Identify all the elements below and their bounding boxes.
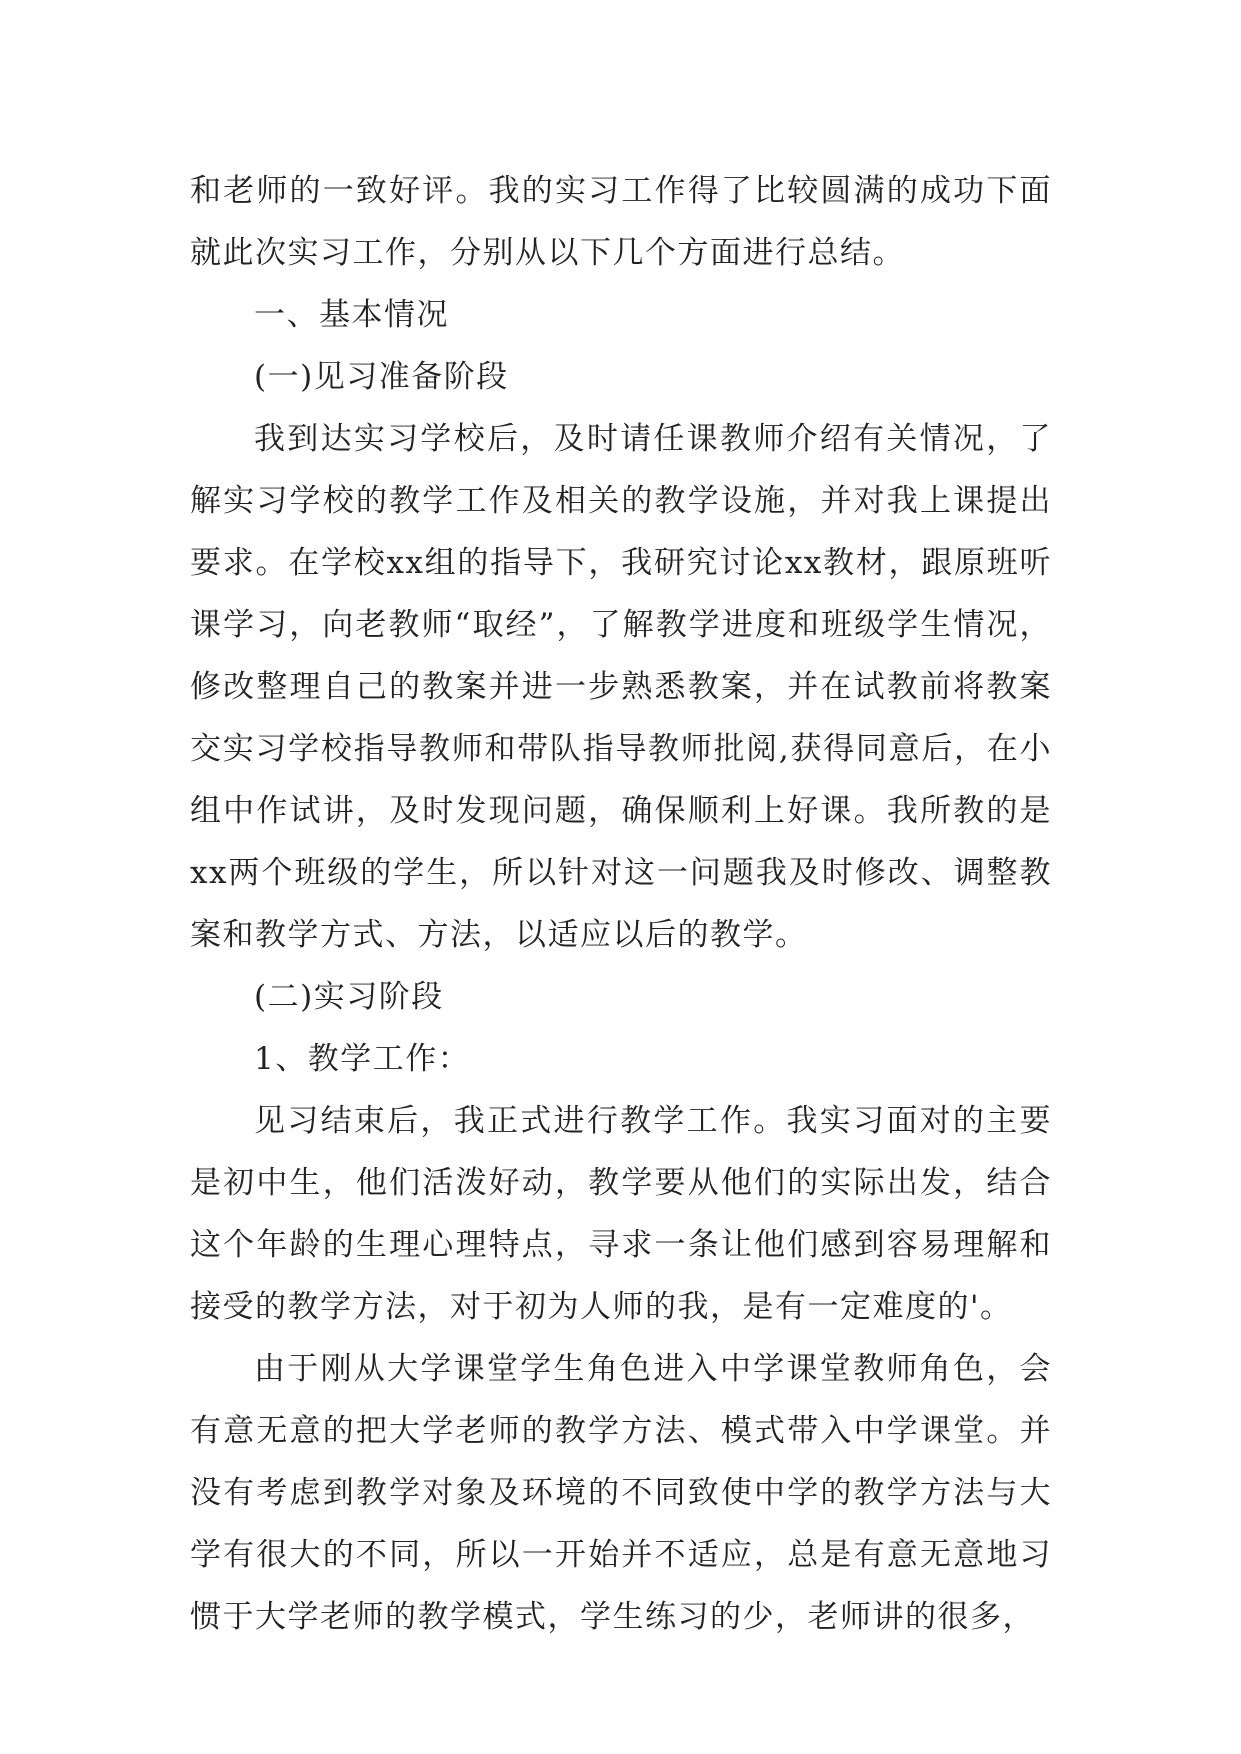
subheading-teaching-work: 1、教学工作： [254,1041,471,1077]
paragraph-1: 和老师的一致好评。我的实习工作得了比较圆满的成功下面就此次实习工作，分别从以下几个方面进行总结。 [190,173,1052,271]
paragraph-adjustment: 由于刚从大学课堂学生角色进入中学课堂教师角色，会有意无意的把大学老师的教学方法、模式带入中学课堂。并没有考虑到教学对象及环境的不同致使中学的教学方法与大学有很大的不同，所以一开始并不适应，总是有意无意地习惯于大学老师的教学模式，学生练习的少，老师讲的很多， [190,1351,1052,1635]
heading-basic-situation: 一、基本情况 [254,297,449,333]
document-body [190,160,1052,1648]
paragraph-preparation: 我到达实习学校后，及时请任课教师介绍有关情况，了解实习学校的教学工作及相关的教学设施，并对我上课提出要求。在学校xx组的指导下，我研究讨论xx教材，跟原班听课学习，向老教师“取经”，了解教学进度和班级学生情况，修改整理自己的教案并进一步熟悉教案，并在试教前将教案交实习学校指导教师和带队指导教师批阅,获得同意后，在小组中作试讲，及时发现问题，确保顺利上好课。我所教的是xx两个班级的学生，所以针对这一问题我及时修改、调整教案和教学方式、方法，以适应以后的教学。 [190,421,1052,953]
subheading-preparation-stage: (一)见习准备阶段 [254,359,509,395]
paragraph-teaching: 见习结束后，我正式进行教学工作。我实习面对的主要是初中生，他们活泼好动，教学要从他们的实际出发，结合这个年龄的生理心理特点，寻求一条让他们感到容易理解和接受的教学方法，对于初为人师的我，是有一定难度的'。 [190,1103,1052,1325]
subheading-internship-stage: (二)实习阶段 [254,979,444,1015]
